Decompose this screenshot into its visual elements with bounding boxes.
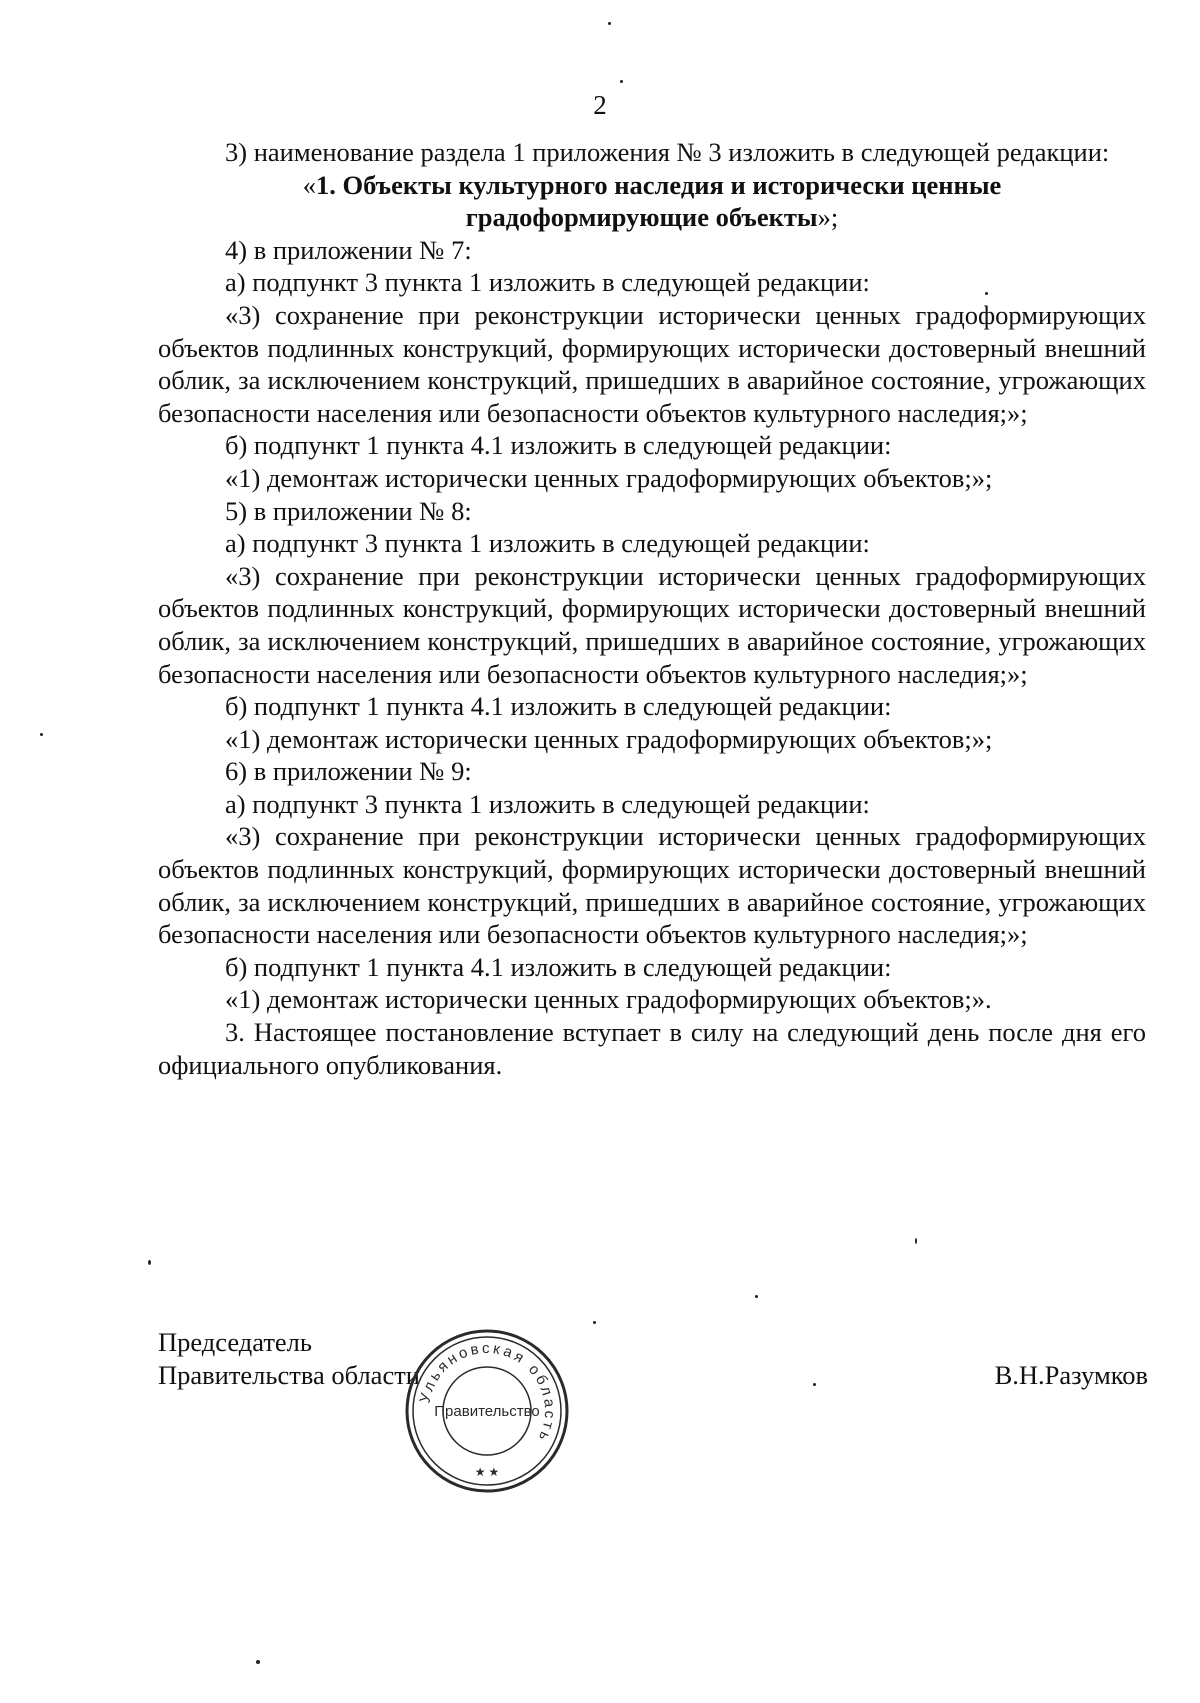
- paragraph-effective-date: 3. Настоящее постановление вступает в силу на следующий день после дня его официального опубликования.: [158, 1017, 1146, 1080]
- paragraph-sub-b-8: б) подпункт 1 пункта 4.1 изложить в следующей редакции:: [225, 691, 892, 722]
- heading-open-quote: «: [302, 169, 316, 200]
- paragraph-item-3: 3) наименование раздела 1 приложения № 3 изложить в следующей редакции:: [225, 137, 1110, 167]
- document-body: [158, 136, 1146, 1081]
- paragraph-item-4: 4) в приложении № 7:: [225, 234, 472, 265]
- paragraph-sub-a-9: а) подпункт 3 пункта 1 изложить в следующей редакции:: [225, 788, 870, 819]
- scan-speck: [593, 1321, 596, 1324]
- paragraph-quote-9-3: «3) сохранение при реконструкции исторически ценных градоформирующих объектов подлинных конструкций, формирующих исторически достоверный внешний облик, за исключением конструкций, пришедших в аварийное состояние, угрожающих безопасности населения или безопасности объектов культурного наследия;»;: [158, 821, 1146, 950]
- signature-position: [158, 1326, 420, 1392]
- signature-position-line-2: Правительства области: [158, 1360, 420, 1390]
- seal-ring-textpath: Ульяновская область: [416, 1339, 559, 1446]
- paragraph-item-6: 6) в приложении № 9:: [225, 756, 472, 787]
- paragraph-quote-7-3: «3) сохранение при реконструкции исторически ценных градоформирующих объектов подлинных конструкций, формирующих исторически достоверный внешний облик, за исключением конструкций, пришедших в аварийное состояние, угрожающих безопасности населения или безопасности объектов культурного наследия;»;: [158, 299, 1146, 428]
- scan-speck: [755, 1295, 758, 1298]
- paragraph-sub-b-9: б) подпункт 1 пункта 4.1 изложить в следующей редакции:: [225, 951, 892, 982]
- heading-close: »;: [817, 202, 839, 233]
- seal-center-text: Правительство: [434, 1403, 540, 1420]
- paragraph-item-5: 5) в приложении № 8:: [225, 495, 472, 526]
- scan-speck: [608, 22, 611, 25]
- heading-line-1: 1. Объекты культурного наследия и исторически ценные: [315, 169, 1002, 200]
- paragraph-sub-a-8: а) подпункт 3 пункта 1 изложить в следующей редакции:: [225, 528, 870, 559]
- scan-speck: [40, 733, 43, 736]
- paragraph-quote-8-1: «1) демонтаж исторически ценных градоформирующих объектов;»;: [225, 723, 993, 754]
- signature-position-line-1: Председатель: [158, 1327, 312, 1357]
- official-seal-icon: [402, 1326, 572, 1496]
- scan-speck: [148, 1260, 151, 1265]
- heading-line-2: градоформирующие объекты: [465, 202, 818, 233]
- scan-speck: [813, 1383, 816, 1386]
- page-number: 2: [593, 90, 607, 120]
- scan-speck: [985, 292, 988, 295]
- scan-speck: [620, 80, 623, 83]
- seal-star-icon: ★ ★: [474, 1465, 500, 1479]
- paragraph-quote-9-1: «1) демонтаж исторически ценных градоформирующих объектов;».: [225, 984, 992, 1015]
- scan-speck: [256, 1660, 260, 1664]
- paragraph-quote-8-3: «3) сохранение при реконструкции исторически ценных градоформирующих объектов подлинных конструкций, формирующих исторически достоверный внешний облик, за исключением конструкций, пришедших в аварийное состояние, угрожающих безопасности населения или безопасности объектов культурного наследия;»;: [158, 560, 1146, 689]
- signatory-name: В.Н.Разумков: [994, 1360, 1148, 1390]
- paragraph-sub-a-7: а) подпункт 3 пункта 1 изложить в следующей редакции:: [225, 267, 870, 298]
- scan-speck: [915, 1238, 917, 1244]
- paragraph-sub-b-7: б) подпункт 1 пункта 4.1 изложить в следующей редакции:: [225, 430, 892, 461]
- paragraph-quote-7-1: «1) демонтаж исторически ценных градоформирующих объектов;»;: [225, 462, 993, 493]
- section-heading: [158, 169, 1146, 234]
